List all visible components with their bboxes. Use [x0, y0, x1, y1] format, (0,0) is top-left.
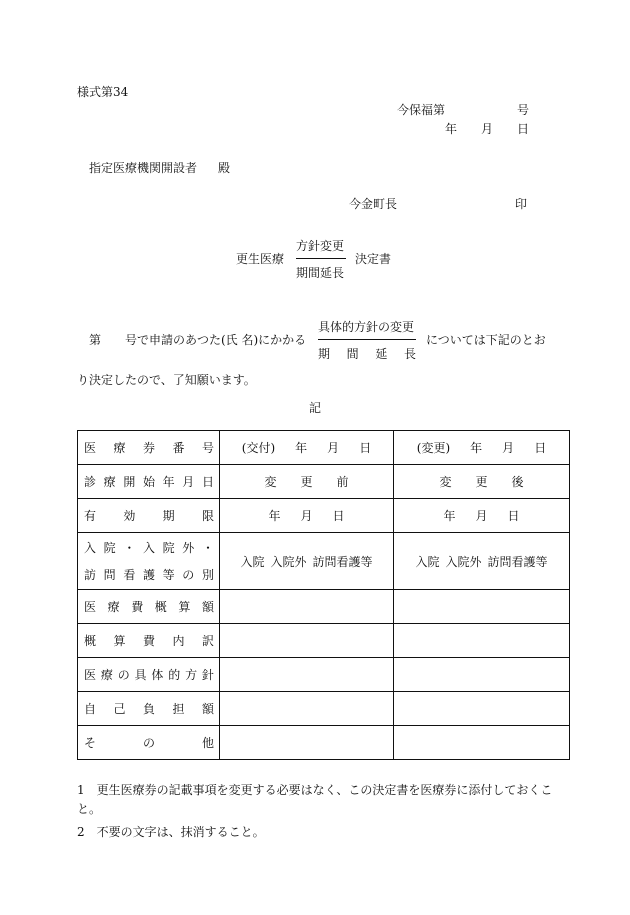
table-row: [78, 533, 570, 590]
row-label-care-type: 入 院 ・ 入 院 外 ・ 訪 問 看 護 等 の 別: [78, 533, 220, 590]
issue-date-day: 日: [517, 122, 530, 136]
table-row: [78, 726, 570, 760]
self-pay-before-cell: [220, 692, 394, 726]
after-change-header: 変 更 後: [394, 465, 570, 499]
form-number: 様式第34: [77, 85, 129, 99]
row-label-estimate-breakdown: 概 算 費 内 訳: [78, 624, 220, 658]
body-option-bottom: 期 間 延 長: [318, 347, 416, 361]
issued-date-cell: (交付) 年 月 日: [220, 431, 394, 465]
care-type-after-cell: 入院 入院外 訪問看護等: [394, 533, 570, 590]
ki-heading: 記: [309, 401, 322, 415]
policy-after-cell: [394, 658, 570, 692]
cost-estimate-after-cell: [394, 590, 570, 624]
row-label-other: そ の 他: [78, 726, 220, 760]
table-row: [78, 499, 570, 533]
validity-before-cell: 年 月 日: [220, 499, 394, 533]
table-row: [78, 624, 570, 658]
policy-before-cell: [220, 658, 394, 692]
body-part3: については下記のとお: [426, 333, 546, 347]
body-options: [318, 321, 416, 360]
row-label-cost-estimate: 医 療 費 概 算 額: [78, 590, 220, 624]
table-row: [78, 465, 570, 499]
row-label-validity: 有 効 期 限: [78, 499, 220, 533]
note-2: 2 不要の文字は、抹消すること。: [77, 825, 265, 839]
before-change-header: 変 更 前: [220, 465, 394, 499]
breakdown-before-cell: [220, 624, 394, 658]
document-number-prefix: 今保福第: [397, 103, 446, 117]
issue-date-month: 月: [481, 122, 494, 136]
validity-after-cell: 年 月 日: [394, 499, 570, 533]
title-left: 更生医療: [236, 252, 285, 266]
honorific: 殿: [218, 161, 231, 175]
note-1: 1 更生医療券の記載事項を変更する必要はなく、この決定書を医療券に添付しておくこと。: [77, 783, 553, 816]
other-before-cell: [220, 726, 394, 760]
other-after-cell: [394, 726, 570, 760]
self-pay-after-cell: [394, 692, 570, 726]
issuer: 今金町長: [349, 197, 398, 211]
document-number-suffix: 号: [517, 103, 530, 117]
row-label-start-date: 診 療 開 始 年 月 日: [78, 465, 220, 499]
table-row: [78, 431, 570, 465]
table-row: [78, 658, 570, 692]
record-table: [77, 430, 570, 760]
addressee: 指定医療機関開設者: [89, 161, 198, 175]
changed-date-cell: (変更) 年 月 日: [394, 431, 570, 465]
row-label-treatment-policy: 医 療 の 具 体 的 方 針: [78, 658, 220, 692]
care-type-before-cell: 入院 入院外 訪問看護等: [220, 533, 394, 590]
title-option-top: 方針変更: [296, 240, 346, 259]
seal-mark: 印: [515, 197, 528, 211]
row-label-ticket-number: 医 療 券 番 号: [78, 431, 220, 465]
body-part1: 第: [89, 333, 102, 347]
table-row: [78, 692, 570, 726]
title-right: 決定書: [355, 252, 392, 266]
row-label-self-pay: 自 己 負 担 額: [78, 692, 220, 726]
title-options: [296, 240, 346, 279]
body-option-top: 具体的方針の変更: [318, 321, 416, 340]
title-option-bottom: 期間延長: [296, 266, 345, 280]
issue-date-year: 年: [445, 122, 458, 136]
table-row: [78, 590, 570, 624]
body-line2: り決定したので、了知願います。: [77, 373, 256, 387]
breakdown-after-cell: [394, 624, 570, 658]
body-part2: 号で申請のあつた(氏 名)にかかる: [125, 333, 307, 347]
cost-estimate-before-cell: [220, 590, 394, 624]
